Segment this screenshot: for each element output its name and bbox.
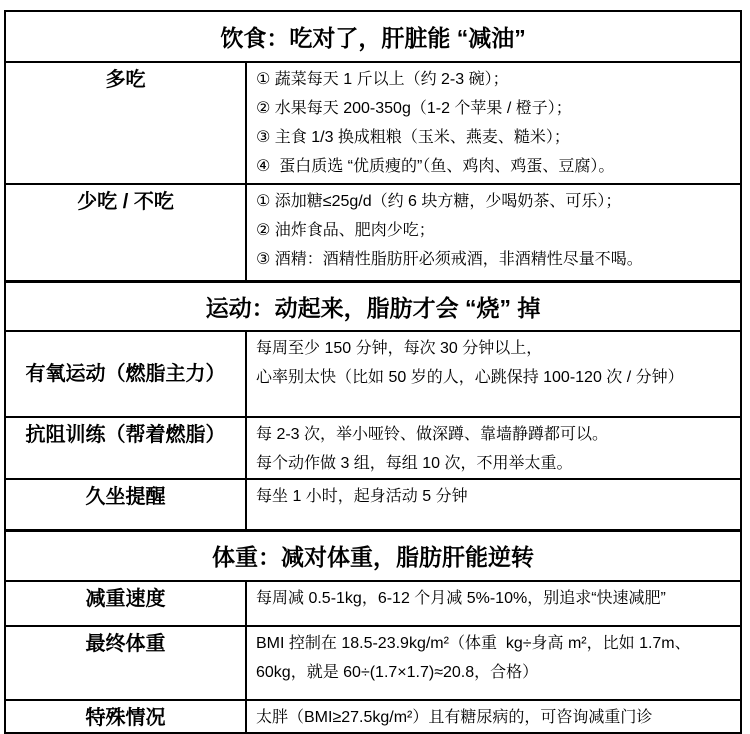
content-line: 每周减 0.5-1kg，6-12 个月减 5%-10%，别追求“快速减肥” xyxy=(256,590,666,607)
row-resistance xyxy=(5,417,741,479)
row-content-sedentary xyxy=(246,479,741,530)
row-eat-more xyxy=(5,62,741,184)
row-aerobic xyxy=(5,331,741,417)
row-content-resistance xyxy=(246,417,741,479)
row-content-eat-more xyxy=(246,62,741,184)
section-row-weight xyxy=(5,530,741,581)
row-content-eat-less xyxy=(246,184,741,281)
content-line: 太胖（BMI≥27.5kg/m²）且有糖尿病的，可咨询减重门诊 xyxy=(256,709,653,726)
row-label-eat-less: 少吃 / 不吃 xyxy=(5,184,246,281)
row-label-sedentary: 久坐提醒 xyxy=(5,479,246,530)
row-label-weight-special: 特殊情况 xyxy=(5,700,246,733)
row-label-resistance: 抗阻训练（帮着燃脂） xyxy=(5,417,246,479)
row-content-weight-special xyxy=(246,700,741,733)
content-line: 每 2-3 次，举小哑铃、做深蹲、靠墙静蹲都可以。 xyxy=(256,426,609,443)
section-title-diet: 饮食：吃对了，肝脏能 “减油” xyxy=(5,11,741,62)
fatty-liver-guide-table xyxy=(4,10,742,734)
row-label-eat-more: 多吃 xyxy=(5,62,246,184)
content-line: 心率别太快（比如 50 岁的人，心跳保持 100-120 次 / 分钟） xyxy=(256,369,684,386)
row-label-weight-speed: 减重速度 xyxy=(5,581,246,626)
content-line: ③ 主食 1/3 换成粗粮（玉米、燕麦、糙米）； xyxy=(256,129,570,146)
content-line: ① 蔬菜每天 1 斤以上（约 2-3 碗）； xyxy=(256,71,509,88)
row-content-weight-target xyxy=(246,626,741,700)
content-line: ③ 酒精：酒精性脂肪肝必须戒酒，非酒精性尽量不喝。 xyxy=(256,251,643,268)
content-line: 每坐 1 小时，起身活动 5 分钟 xyxy=(256,488,468,505)
row-label-weight-target: 最终体重 xyxy=(5,626,246,700)
content-line: ④ 蛋白质选 “优质瘦的”（鱼、鸡肉、鸡蛋、豆腐）。 xyxy=(256,158,615,175)
row-eat-less xyxy=(5,184,741,281)
content-line: 每个动作做 3 组，每组 10 次，不用举太重。 xyxy=(256,455,573,472)
section-row-exercise xyxy=(5,281,741,331)
row-weight-special xyxy=(5,700,741,733)
content-line: ① 添加糖≤25g/d（约 6 块方糖，少喝奶茶、可乐）； xyxy=(256,193,622,210)
section-row-diet xyxy=(5,11,741,62)
row-weight-target xyxy=(5,626,741,700)
row-content-aerobic xyxy=(246,331,741,417)
content-line: 每周至少 150 分钟，每次 30 分钟以上， xyxy=(256,340,543,357)
row-label-aerobic: 有氧运动（燃脂主力） xyxy=(5,331,246,417)
section-title-weight: 体重：减对体重，脂肪肝能逆转 xyxy=(5,530,741,581)
content-line: ② 水果每天 200-350g（1-2 个苹果 / 橙子）； xyxy=(256,100,572,117)
row-weight-speed xyxy=(5,581,741,626)
content-line: ② 油炸食品、肥肉少吃； xyxy=(256,222,435,239)
row-sedentary xyxy=(5,479,741,530)
content-line: BMI 控制在 18.5-23.9kg/m²（体重 kg÷身高 m²，比如 1.7m、60kg，就是 60÷(1.7×1.7)≈20.8，合格） xyxy=(256,635,691,681)
section-title-exercise: 运动：动起来，脂肪才会 “烧” 掉 xyxy=(5,281,741,331)
row-content-weight-speed xyxy=(246,581,741,626)
